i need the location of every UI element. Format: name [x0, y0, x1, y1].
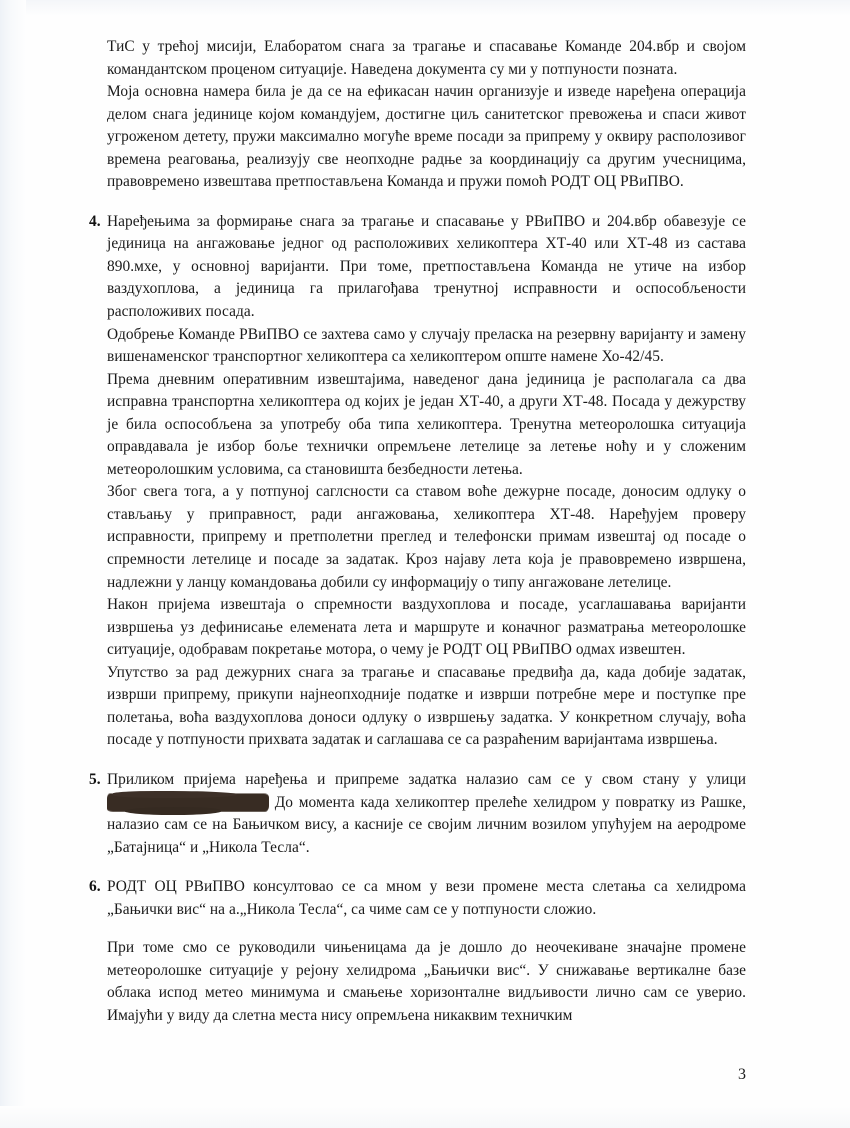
item-6-paragraph-1: РОДТ ОЦ РВиПВО консултовао се са мном у вези промене места слетања са хелидрома „Бањички вис“ на а.„Никола Тесла“, са чиме сам се у потпуности сложио. — [107, 878, 746, 918]
item-4-paragraph-6: Упутство за рад дежурних снага за трагање и спасавање предвиђа да, када добије задатак, изврши припрему, прикупи најнеопходније податке и изврши потребне мере и поступке пре полетања, воћа ваздухоплова доноси одлуку о извршењу задатка. У конкретном случају, воћа посаде у потпуности прихвата задатак и саглашава се са разраћеним варијантама извршења. — [107, 663, 746, 749]
scan-edge-tint-bottom — [0, 1106, 850, 1128]
item-5-text-after-redaction: До момента када хеликоптер прелеће хелидром у повратку из Рашке, налазио сам се на Бањичком вису, а касније се својим личним возилом упућујем на аеродроме „Батајница“ и „Никола Тесла“. — [107, 793, 746, 856]
paragraph-intent-statement: Моја основна намера била је да се на ефикасан начин организује и изведе наређена операција делом снага јединице којом командујем, достигне циљ санитетског превожења и спаси живот угроженом детету, пружи максимално могуће време посади за припрему у оквиру располозивог времена реаговања, реализују све неопходне радње за координацију са другим учесницима, правовремено извештава претпостављена Команда и пружи помоћ РОДТ ОЦ РВиПВО. — [107, 83, 746, 191]
item-4-paragraph-1: Наређењима за формирање снага за трагање и спасавање у РВиПВО и 204.вбр обавезује се јединица на ангажовање једног од расположивих хеликоптера ХТ-40 или ХТ-48 из састава 890.мхе, у основној варијанти. При томе, претпостављена Команда не утиче на избор ваздухоплова, а јединица га прилагођава тренутној исправности и оспособљености расположивих посада. — [107, 212, 746, 321]
item-5-paragraph — [107, 769, 746, 859]
scan-edge-tint-left — [0, 0, 26, 1128]
item-number-6: 6. — [89, 878, 101, 896]
item-4-paragraph-3: Према дневним оперативним извештајима, наведеног дана јединица је располагала са два исправна транспортна хеликоптера од којих је један ХТ-40, а други ХТ-48. Посада у дежурству је била оспособљена за употребу оба типа хеликоптера. Тренутна метеоролошка ситуација оправдавала је избор боље технички опремљене летелице за летење ноћу и у сложеним метеоролошким условима, са становишта безбедности летења. — [107, 370, 746, 478]
page-number: 3 — [738, 1066, 746, 1083]
document-text-column — [89, 36, 746, 1027]
item-6-paragraph-2: При томе смо се руководили чињеницама да је дошло до неочекиване значајне промене метеоролошке ситуације у рејону хелидрома „Бањички вис“. У снижавање вертикалне базе облака испод метео минимума и смањење хоризонталне видљивости лично сам се уверио. Имајући у виду да слетна места нису опремљена никаквим техничким — [107, 939, 746, 1024]
numbered-item-5 — [89, 769, 746, 859]
redaction-marker-bar — [107, 794, 269, 811]
item-4-paragraph-2: Одобрење Команде РВиПВО се захтева само у случају преласка на резервну варијанту и замену вишенаменског транспортног хеликоптера са хеликоптером опште намене Хо-42/45. — [107, 325, 746, 366]
paragraph-continuation-top: ТиС у трећој мисији, Елаборатом снага за трагање и спасавање Команде 204.вбр и својом командантском проценом ситуације. Наведена документа су ми у потпуности позната. — [107, 38, 746, 78]
item-number-4: 4. — [89, 212, 101, 230]
scan-edge-tint-top — [0, 0, 850, 16]
item-number-5: 5. — [89, 770, 101, 788]
item-4-paragraph-5: Након пријема извештаја о спремности ваздухоплова и посаде, усаглашавања варијанти извршења уз дефинисање елемената лета и маршруте и коначног разматрања метеоролошке ситуације, одобравам покретање мотора, о чему је РОДТ ОЦ РВиПВО одмах извештен. — [107, 596, 746, 659]
redacted-street-address — [107, 795, 269, 810]
numbered-item-6 — [89, 876, 746, 1027]
numbered-item-4 — [89, 211, 746, 752]
item-5-text-before-redaction: Приликом пријема наређења и припреме задатка налазио сам се у свом стану у улици — [107, 770, 746, 788]
item-4-paragraph-4: Због свега тога, а у потпуној саглсности са ставом воће дежурне посаде, доносим одлуку о стављању у приправност, ради ангажовања, хеликоптера ХТ-48. Наређујем проверу исправности, припрему и претполетни преглед и телефонски примам извештај од посаде о спремности летелице и посаде за задатак. Кроз најаву лета која је правовремено извршена, надлежни у ланцу командовања добили су информацију о типу ангажоване летелице. — [107, 483, 746, 591]
